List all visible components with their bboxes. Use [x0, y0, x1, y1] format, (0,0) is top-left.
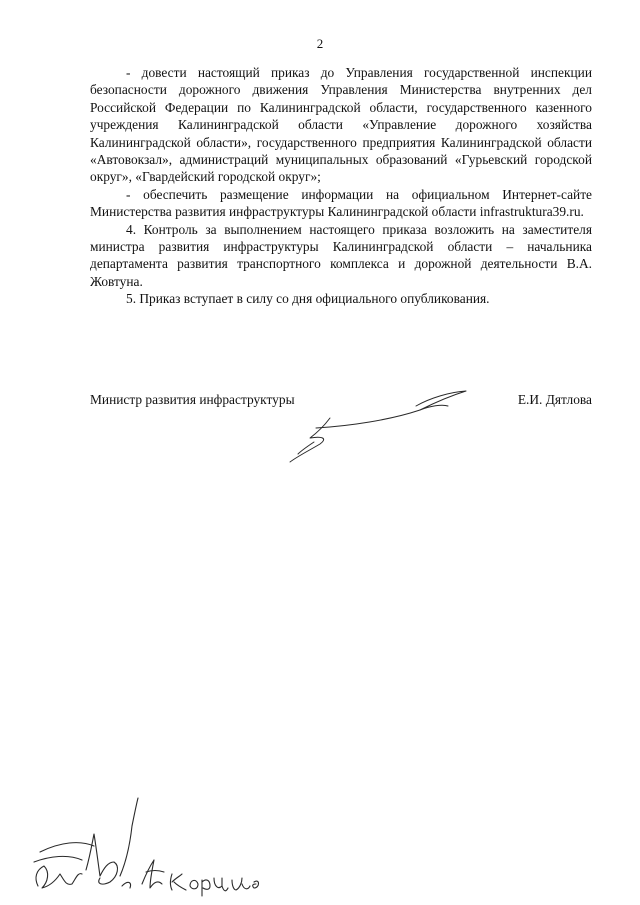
paragraph-effective: 5. Приказ вступает в силу со дня официального опубликования. — [126, 291, 490, 307]
paragraph-notify: - довести настоящий приказ до Управления государственной инспекции безопасности дорожного движения Управления Министерства внутренних дел Российской Федерации по Калининградской области, государственного казенного учреждения Калининградской области «Управление дорожного хозяйства Калининградской области», государственного предприятия Калининградской области «Автовокзал», администраций муниципальных образований «Гурьевский городской округ», «Гвардейский городской округ»; — [90, 65, 592, 185]
handwritten-signature — [280, 384, 480, 474]
paragraph-publish: - обеспечить размещение информации на официальном Интернет-сайте Министерства развития инфраструктуры Калининградской области infrastruktura39.ru. — [90, 186, 592, 220]
paragraph-control: 4. Контроль за выполнением настоящего приказа возложить на заместителя министра развития инфраструктуры Калининградской области – начальника департамента развития транспортного комплекса и дорожной деятельности В.А. Жовтуна. — [90, 221, 592, 289]
page-number: 2 — [316, 36, 324, 51]
signatory-title: Министр развития инфраструктуры — [90, 392, 295, 407]
document-body — [90, 64, 592, 308]
signatory-name: Е.И. Дятлова — [517, 392, 592, 407]
approval-signatures — [20, 790, 260, 900]
